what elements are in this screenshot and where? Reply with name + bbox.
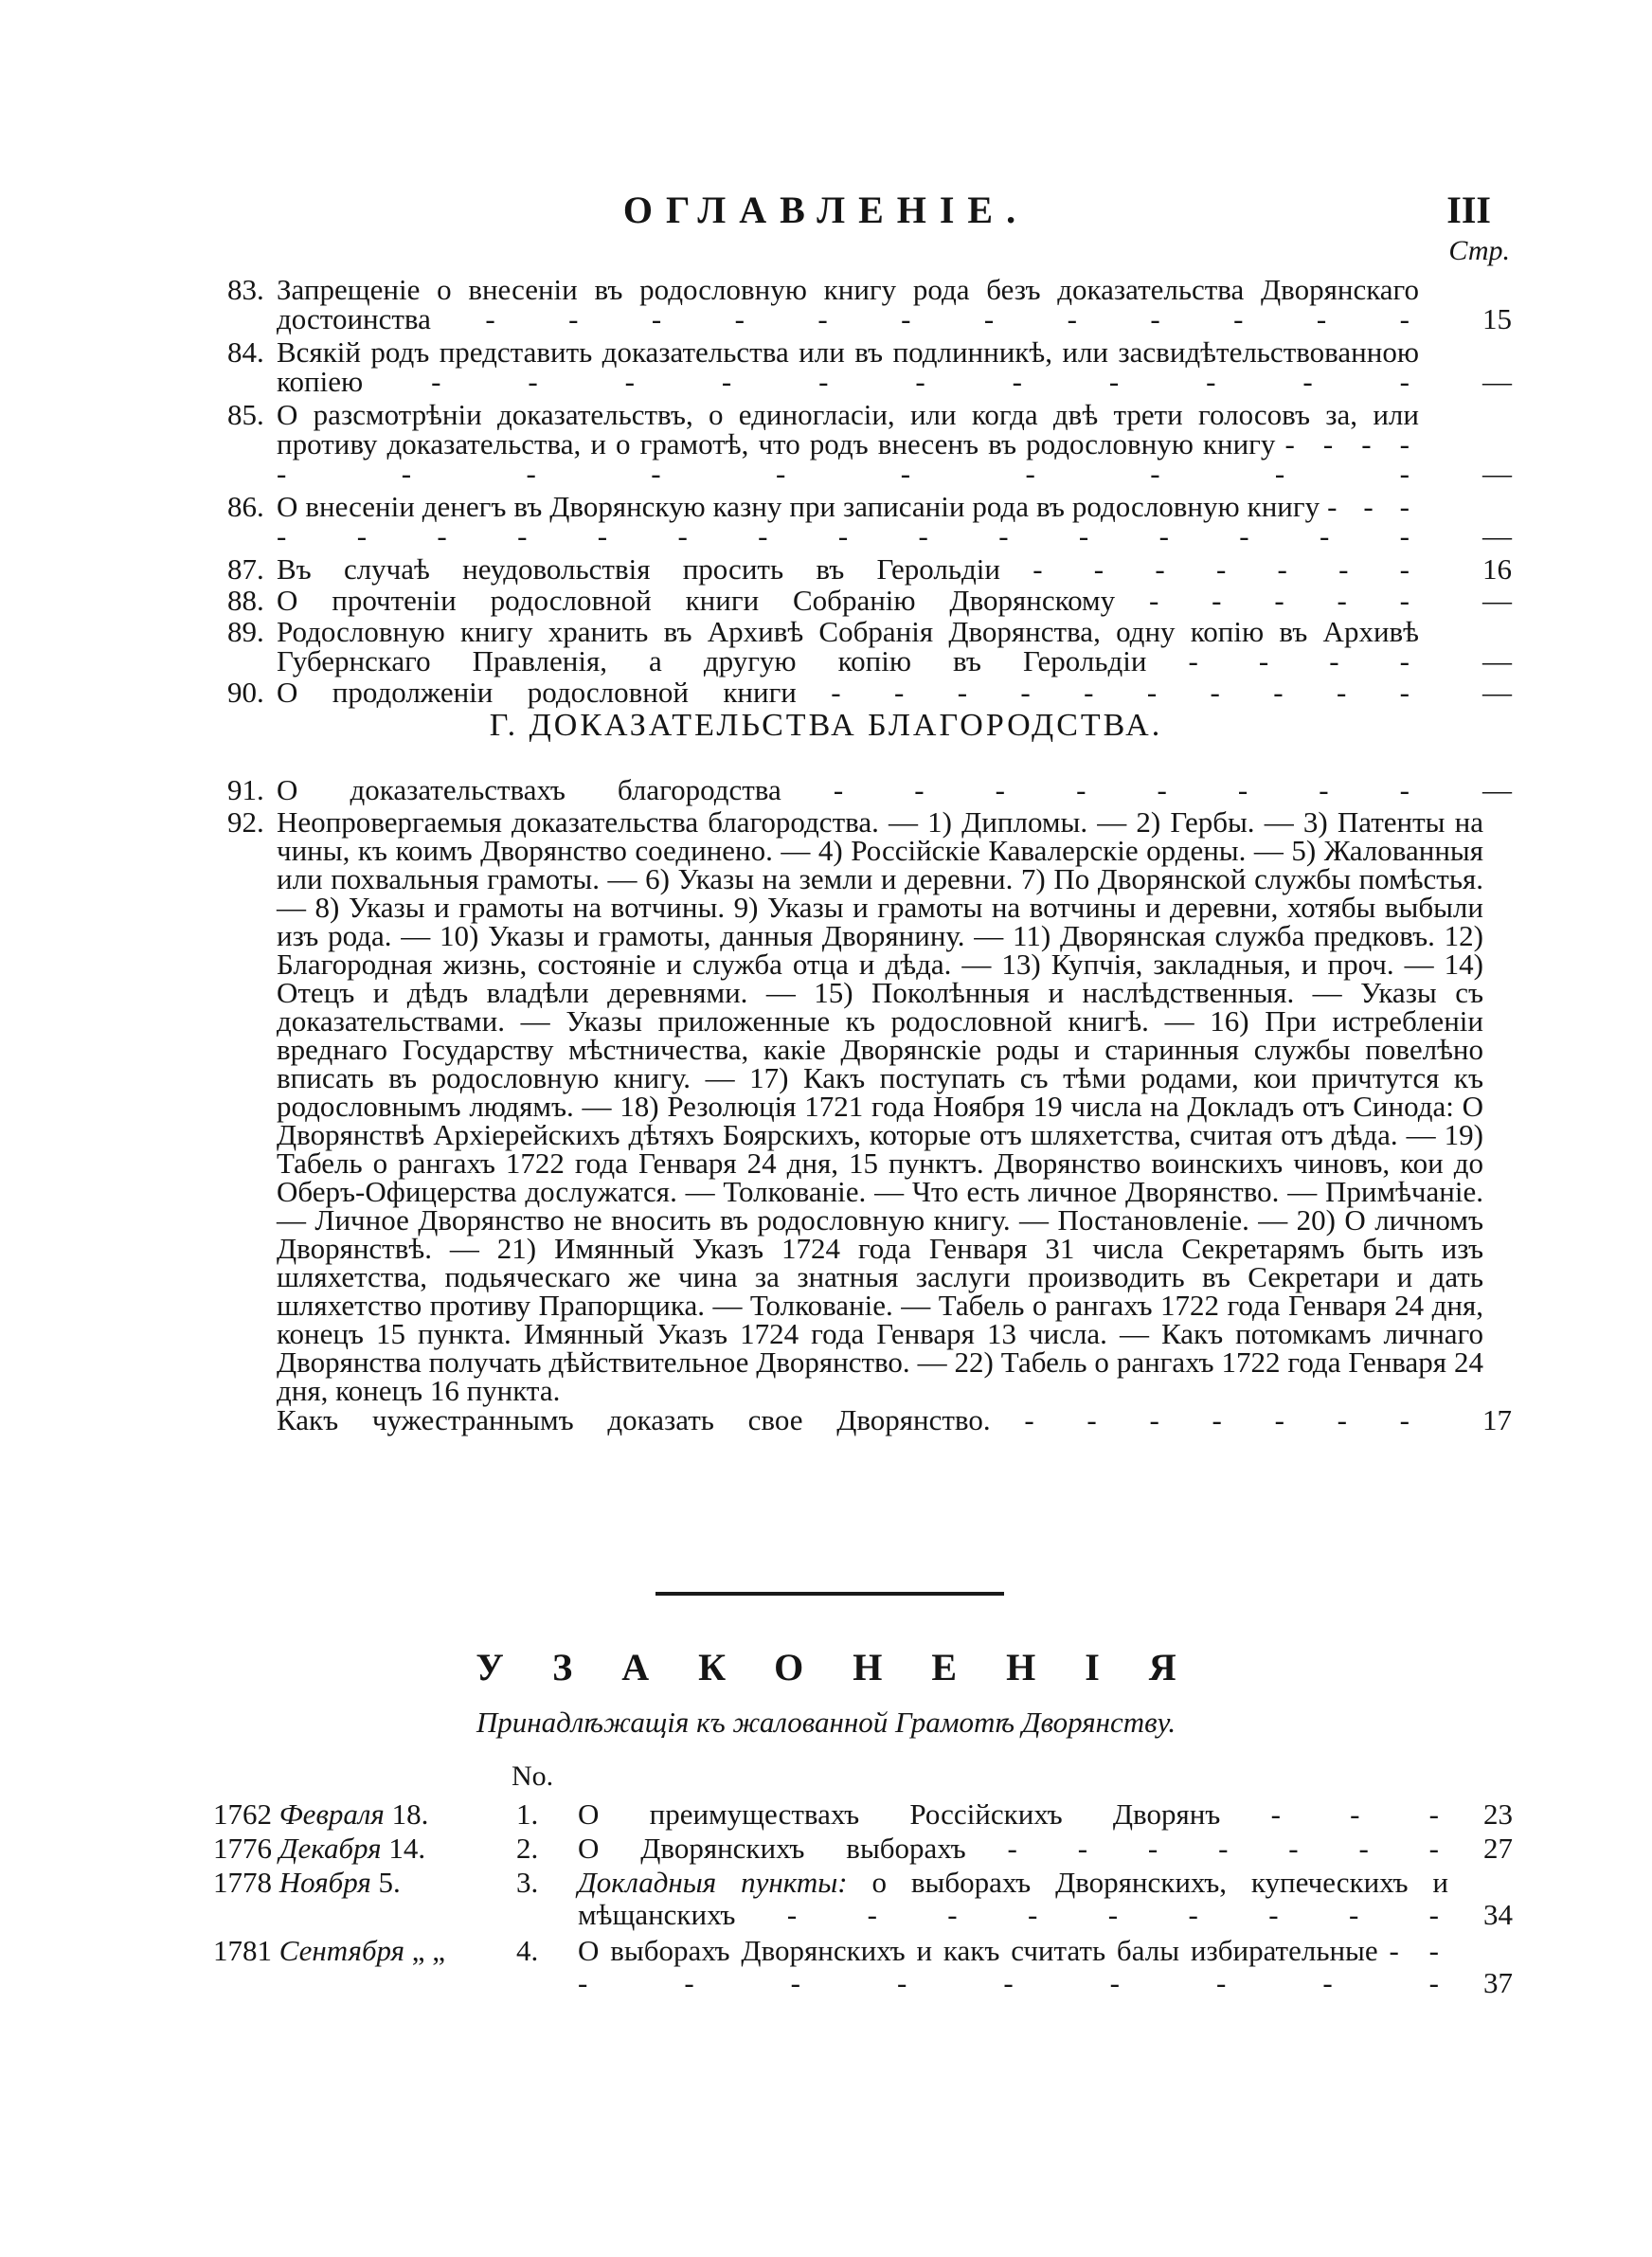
toc-entry-text: Родословную книгу хранить въ Архивѣ Собранія Дворянства, одну копію въ Архивѣ Губернскаго Правленія, а другую копію въ Герольдіи bbox=[277, 615, 1419, 677]
law-leader: - - - - - - - - - bbox=[786, 1898, 1448, 1931]
toc-entry-number: 91. bbox=[227, 773, 264, 806]
law-page: 34 bbox=[1483, 1898, 1513, 1931]
toc-entry-text: О доказательствахъ благородства bbox=[277, 773, 781, 806]
law-date: 1776 Декабря 14. bbox=[213, 1832, 426, 1865]
law-number: 4. bbox=[516, 1934, 539, 1967]
toc-entry-text: Запрещеніе о внесеніи въ родословную книгу рода безъ доказательства Дворянскаго достоинства bbox=[277, 273, 1419, 335]
toc-entry-page: 15 bbox=[1482, 302, 1512, 335]
page-column-label: Стр. bbox=[1448, 235, 1510, 266]
toc-entry-text: О продолженіи родословной книги bbox=[277, 676, 797, 709]
law-entry bbox=[213, 1798, 1513, 1831]
law-title: о выборахъ Дворянскихъ, купеческихъ и мѣщанскихъ bbox=[578, 1866, 1448, 1931]
law-date: 1778 Ноября 5. bbox=[213, 1866, 401, 1899]
law-page: 27 bbox=[1483, 1832, 1513, 1865]
toc-entry-number: 83. bbox=[227, 273, 264, 306]
toc-entry bbox=[227, 586, 1512, 615]
page-number: III bbox=[1446, 189, 1491, 231]
toc-entry-page: — bbox=[1482, 644, 1512, 677]
toc-leader: - - - - - - - - - - bbox=[831, 676, 1419, 709]
toc-entry-number: 92. bbox=[227, 805, 264, 839]
toc-entry-text: Всякій родъ представить доказательства или въ подлинникѣ, или засвидѣтельствованною копіею bbox=[277, 335, 1419, 398]
law-number: 3. bbox=[516, 1866, 539, 1899]
law-date: 1781 Сентября „ „ bbox=[213, 1934, 446, 1967]
toc-entry-page: — bbox=[1482, 773, 1512, 806]
toc-entry-page: — bbox=[1482, 519, 1512, 552]
toc-entry bbox=[227, 1405, 1512, 1435]
law-number: 2. bbox=[516, 1832, 539, 1865]
toc-entry-page: — bbox=[1482, 365, 1512, 398]
toc-entry-page: 16 bbox=[1482, 552, 1512, 586]
law-title-emphasis: Докладныя пункты: bbox=[578, 1866, 848, 1899]
law-date: 1762 Февраля 18. bbox=[213, 1797, 429, 1831]
law-entry bbox=[213, 1935, 1513, 1999]
law-entry bbox=[213, 1867, 1513, 1931]
uzakoneniya-subtitle: Принадлѣжащія къ жалованной Грамотѣ Дворянству. bbox=[476, 1706, 1176, 1739]
toc-leader: - - - - - - - - - - - bbox=[431, 365, 1420, 398]
toc-entry bbox=[227, 677, 1512, 707]
law-entry bbox=[213, 1833, 1513, 1865]
law-leader: - - - - - - - - - - - bbox=[578, 1934, 1448, 1999]
toc-entry-page: — bbox=[1482, 676, 1512, 709]
law-number: 1. bbox=[516, 1797, 539, 1831]
toc-top bbox=[227, 275, 1512, 707]
law-leader: - - - - - - - bbox=[1007, 1832, 1449, 1865]
toc-leader: - - - - - - - bbox=[1032, 552, 1419, 586]
toc-entry bbox=[227, 275, 1512, 334]
toc-leader: - - - - - - - - - - - - bbox=[485, 302, 1419, 335]
toc-leader: - - - - - - - - - - - - - - bbox=[277, 427, 1419, 490]
section-heading: Г. ДОКАЗАТЕЛЬСТВА БЛАГОРОДСТВА. bbox=[489, 708, 1163, 743]
toc-entry bbox=[227, 492, 1512, 551]
uzakoneniya-title: УЗАКОНЕНІЯ bbox=[476, 1646, 1226, 1688]
toc-entry bbox=[227, 805, 1512, 1407]
toc-entry-page: 17 bbox=[1482, 1403, 1512, 1436]
section-divider bbox=[655, 1592, 1004, 1596]
law-list bbox=[213, 1798, 1513, 1999]
toc-leader: - - - - bbox=[1188, 644, 1420, 677]
law-title: О выборахъ Дворянскихъ и какъ считать балы избирательные bbox=[578, 1934, 1378, 1967]
toc-entry-text: Какъ чужестраннымъ доказать свое Дворянство. bbox=[277, 1403, 991, 1436]
law-title: О преимуществахъ Россійскихъ Дворянъ bbox=[578, 1797, 1221, 1831]
toc-entry-page: — bbox=[1482, 584, 1512, 617]
toc-entry bbox=[227, 775, 1512, 804]
law-title: О Дворянскихъ выборахъ bbox=[578, 1832, 966, 1865]
toc-leader: - - - - - - - - - - - - - - - - - - bbox=[277, 490, 1420, 552]
number-column-label: No. bbox=[512, 1760, 554, 1792]
toc-entry bbox=[227, 617, 1512, 676]
page-header bbox=[0, 188, 1652, 244]
toc-entry bbox=[227, 337, 1512, 396]
toc-entry-text: О внесеніи денегъ въ Дворянскую казну при записаніи рода въ родословную книгу bbox=[277, 490, 1320, 523]
toc-entry-text: О разсмотрѣніи доказательствъ, о единогласіи, или когда двѣ трети голосовъ за, или противу доказательства, и о грамотѣ, что родъ внесенъ въ родословную книгу bbox=[277, 398, 1419, 460]
toc-entry-number: 87. bbox=[227, 552, 264, 586]
toc-entry-number: 84. bbox=[227, 335, 264, 369]
toc-entry-number: 86. bbox=[227, 490, 264, 523]
toc-entry-page: — bbox=[1482, 457, 1512, 490]
toc-entry-number: 90. bbox=[227, 676, 264, 709]
toc-entry-number: 89. bbox=[227, 615, 264, 648]
toc-leader: - - - - - - - bbox=[1024, 1403, 1419, 1436]
toc-entry-text: О прочтеніи родословной книги Собранію Дворянскому bbox=[277, 584, 1116, 617]
toc-section-g bbox=[227, 775, 1512, 1435]
toc-entry-number: 88. bbox=[227, 584, 264, 617]
toc-leader: - - - - - - - - bbox=[833, 773, 1419, 806]
law-page: 37 bbox=[1483, 1966, 1513, 1999]
toc-leader: - - - - - bbox=[1148, 584, 1420, 617]
toc-entry bbox=[227, 400, 1512, 488]
toc-entry-text: Неопровергаемыя доказательства благородства. — 1) Дипломы. — 2) Гербы. — 3) Патенты на чины, къ коимъ Дворянство соединено. — 4) Россійскіе Кавалерскіе ордены. — 5) Жалованныя или похвальныя грамоты. — 6) Указы на земли и деревни. 7) По Дворянской службы помѣстья. — 8) Указы и грамоты на вотчины. 9) Указы и грамоты на вотчины и деревни, хотябы выбыли изъ рода. — 10) Указы и грамоты, данныя Дворянину. — 11) Дворянская служба предковъ. 12) Благородная жизнь, состояніе и служба отца и дѣда. — 13) Купчія, закладныя, и проч. — 14) Отецъ и дѣдъ владѣли деревнями. — 15) Поколѣнныя и наслѣдственныя. — Указы съ доказательствами. — Указы приложенные къ родословной книгѣ. — 16) При истребленіи вреднаго Государству мѣстничества, какіе Дворянскіе роды и старинныя службы повелѣно вписать въ родословную книгу. — 17) Какъ поступать съ тѣми родами, кои причтутся къ родословнымъ людямъ. — 18) Резолюція 1721 года Ноября 19 числа на Докладъ отъ Синода: О Дворянствѣ Архіерейскихъ дѣтяхъ Боярскихъ, которые отъ шляхетства, считая отъ дѣда. — 19) Табель о рангахъ 1722 года Генваря 24 дня, 15 пунктъ. Дворянство воинскихъ чиновъ, кои до Оберъ-Офицерства дослужатся. — Толкованіе. — Что есть личное Дворянство. — Примѣчаніе. — Личное Дворянство не вносить въ родословную книгу. — Постановленіе. — 20) О личномъ Дворянствѣ. — 21) Имянный Указъ 1724 года Генваря 31 числа Секретарямъ быть изъ шляхетства, подьяческаго же чина за знатныя заслуги производить въ Секретари и дать шляхетство противу Прапорщика. — Толкованіе. — Табель о рангахъ 1722 года Генваря 24 дня, конецъ 15 пункта. Имянный Указъ 1724 года Генваря 13 числа. — Какъ потомкамъ личнаго Дворянства получать дѣйствительное Дворянство. — 22) Табель о рангахъ 1722 года Генваря 24 дня, конецъ 16 пункта. bbox=[277, 805, 1483, 1407]
toc-entry-number: 85. bbox=[227, 398, 264, 431]
law-page: 23 bbox=[1483, 1797, 1513, 1831]
page-title: ОГЛАВЛЕНІЕ. bbox=[622, 189, 1030, 231]
law-leader: - - - bbox=[1270, 1797, 1448, 1831]
toc-entry-text: Въ случаѣ неудовольствія просить въ Герольдіи bbox=[277, 552, 1000, 586]
toc-entry bbox=[227, 554, 1512, 584]
